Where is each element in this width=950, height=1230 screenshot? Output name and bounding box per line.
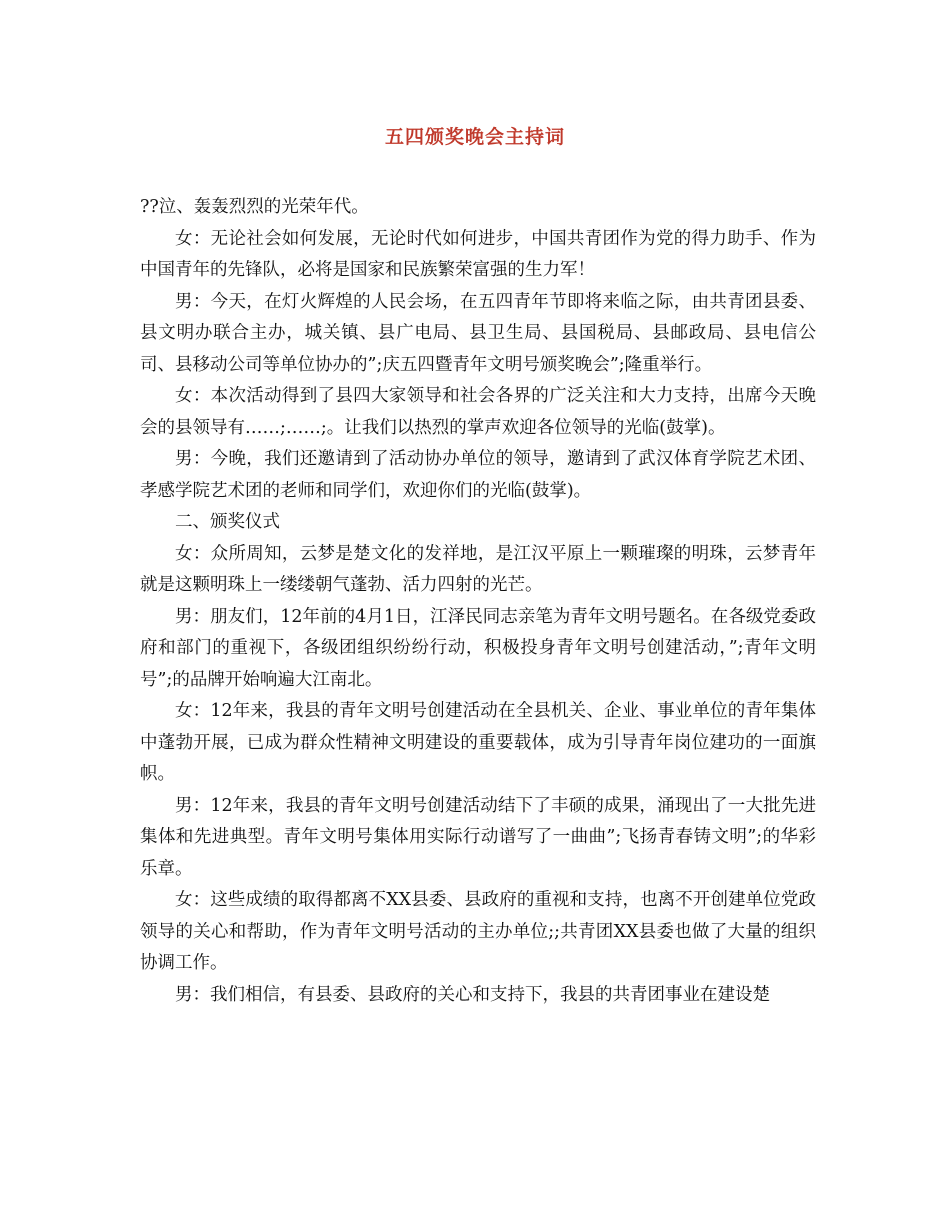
paragraph: 女：12年来，我县的青年文明号创建活动在全县机关、企业、事业单位的青年集体中蓬勃开展，已成为群众性精神文明建设的重要载体，成为引导青年岗位建功的一面旗帜。: [140, 701, 816, 784]
paragraph: 女：这些成绩的取得都离不XX县委、县政府的重视和支持，也离不开创建单位党政领导的关心和帮助，作为青年文明号活动的主办单位;;共青团XX县委也做了大量的组织协调工作。: [140, 890, 816, 973]
paragraph: 男：今晚，我们还邀请到了活动协办单位的领导，邀请到了武汉体育学院艺术团、孝感学院艺术团的老师和同学们，欢迎你们的光临(鼓掌)。: [140, 449, 816, 501]
paragraph: ??泣、轰轰烈烈的光荣年代。: [140, 197, 369, 217]
paragraph: 男：朋友们，12年前的4月1日，江泽民同志亲笔为青年文明号题名。在各级党委政府和部门的重视下，各级团组织纷纷行动，积极投身青年文明号创建活动，”;青年文明号”;的品牌开始响遍大江南北。: [140, 606, 816, 690]
document-body: [140, 192, 816, 1011]
paragraph: 女：本次活动得到了县四大家领导和社会各界的广泛关注和大力支持，出席今天晚会的县领导有……;……;。让我们以热烈的掌声欢迎各位领导的光临(鼓掌)。: [140, 386, 816, 438]
paragraph: 男：今天，在灯火辉煌的人民会场，在五四青年节即将来临之际，由共青团县委、县文明办联合主办，城关镇、县广电局、县卫生局、县国税局、县邮政局、县电信公司、县移动公司等单位协办的”;庆五四暨青年文明号颁奖晚会”;隆重举行。: [140, 291, 816, 375]
paragraph: 男：12年来，我县的青年文明号创建活动结下了丰硕的成果，涌现出了一大批先进集体和先进典型。青年文明号集体用实际行动谱写了一曲曲”;飞扬青春铸文明”;的华彩乐章。: [140, 795, 816, 879]
document-title: 五四颁奖晚会主持词: [384, 126, 565, 148]
paragraph: 女：众所周知，云梦是楚文化的发祥地，是江汉平原上一颗璀璨的明珠，云梦青年就是这颗明珠上一缕缕朝气蓬勃、活力四射的光芒。: [140, 543, 816, 595]
paragraph: 女：无论社会如何发展，无论时代如何进步，中国共青团作为党的得力助手、作为中国青年的先锋队，必将是国家和民族繁荣富强的生力军！: [140, 228, 816, 280]
section-heading: 二、颁奖仪式: [175, 512, 280, 532]
paragraph: 男：我们相信，有县委、县政府的关心和支持下，我县的共青团事业在建设楚: [175, 984, 770, 1005]
